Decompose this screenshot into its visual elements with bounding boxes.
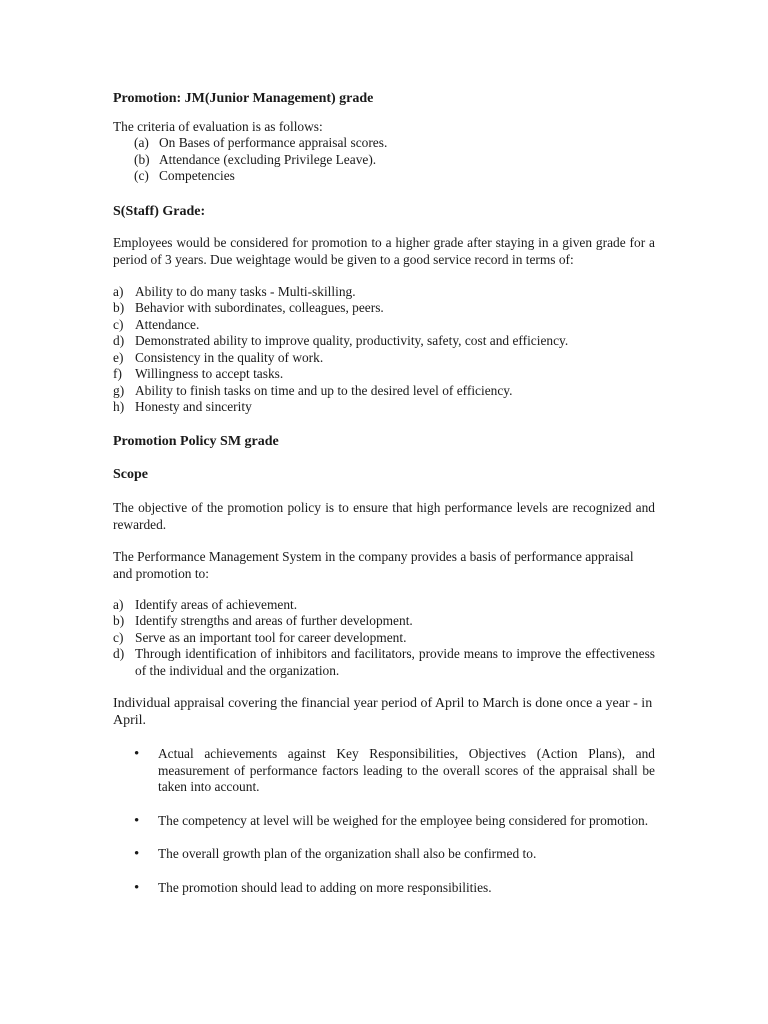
staff-criteria-item-marker: b) [113,300,125,315]
promotion-criteria-bullet-text: The promotion should lead to adding on more responsibilities. [158,879,492,895]
criteria-item-text: Competencies [159,168,235,183]
pms-intro-paragraph: The Performance Management System in the company provides a basis of performance appraisal and promotion to: [113,548,634,581]
pms-purpose-item [113,646,655,679]
staff-criteria-item-marker: e) [113,349,124,365]
criteria-item-marker: (a) [134,135,149,150]
criteria-item [113,168,655,185]
pms-purpose-item-marker: d) [113,646,125,661]
bullet-icon: • [134,879,140,896]
criteria-item-marker: (c) [134,168,149,183]
staff-criteria-item-marker: d) [113,333,125,348]
staff-criteria-item-text: Attendance. [135,316,200,332]
staff-criteria-item [113,317,655,334]
staff-criteria-item [113,284,655,301]
pms-purpose-item-marker: a) [113,596,124,612]
promotion-criteria-bullet [113,846,655,863]
jm-grade-heading: Promotion: JM(Junior Management) grade [113,91,374,106]
pms-purpose-item-marker: b) [113,613,125,628]
pms-purpose-item-text: Identify areas of achievement. [135,596,298,612]
staff-criteria-item-marker: h) [113,399,125,414]
staff-grade-heading: S(Staff) Grade: [113,203,206,219]
scope-heading: Scope [113,466,148,482]
promotion-criteria-bullet [113,880,655,897]
staff-criteria-item [113,300,655,317]
pms-purpose-list [113,597,655,680]
staff-criteria-item-marker: f) [113,366,122,381]
criteria-intro: The criteria of evaluation is as follows: [113,119,323,134]
pms-purpose-item-marker: c) [113,629,124,645]
staff-criteria-item [113,399,655,416]
staff-criteria-item-text: Behavior with subordinates, colleagues, peers. [135,300,384,315]
promotion-criteria-bullet-text: Actual achievements against Key Responsibilities, Objectives (Action Plans), and measurement of performance factors leading to the overall scores of the appraisal shall be taken into account. [158,746,655,794]
promotion-criteria-bullet-text: The competency at level will be weighed for the employee being considered for promotion. [158,812,649,828]
staff-criteria-item-text: Willingness to accept tasks. [135,366,284,381]
pms-purpose-item-text: Identify strengths and areas of further development. [135,613,413,628]
staff-criteria-list [113,284,655,416]
staff-criteria-item [113,366,655,383]
pms-purpose-item-text: Serve as an important tool for career development. [135,629,407,645]
pms-purpose-item-text: Through identification of inhibitors and facilitators, provide means to improve the effectiveness of the individual and the organization. [135,646,655,678]
staff-criteria-item-marker: c) [113,316,124,332]
document-page [113,90,655,913]
objective-paragraph: The objective of the promotion policy is to ensure that high performance levels are recognized and rewarded. [113,499,655,532]
promotion-criteria-bullet [113,746,655,796]
sm-grade-heading: Promotion Policy SM grade [113,433,279,449]
staff-criteria-item [113,350,655,367]
criteria-item-text: On Bases of performance appraisal scores. [159,135,388,150]
criteria-item-marker: (b) [134,151,150,167]
staff-criteria-item-text: Demonstrated ability to improve quality, productivity, safety, cost and efficiency. [135,333,569,348]
bullet-icon: • [134,746,140,762]
pms-purpose-item [113,597,655,614]
bullet-icon: • [134,846,140,862]
staff-grade-paragraph: Employees would be considered for promotion to a higher grade after staying in a given grade for a period of 3 years. Due weightage would be given to a good service record in terms of: [113,234,655,267]
promotion-criteria-bullet-text: The overall growth plan of the organization shall also be confirmed to. [158,846,537,861]
staff-criteria-item-text: Ability to do many tasks - Multi-skilling. [135,283,356,299]
staff-criteria-item-marker: a) [113,283,124,299]
staff-criteria-item-text: Consistency in the quality of work. [135,349,324,365]
pms-purpose-item [113,613,655,630]
criteria-item [113,152,655,169]
staff-criteria-item [113,383,655,400]
pms-purpose-item [113,630,655,647]
criteria-item-text: Attendance (excluding Privilege Leave). [159,151,377,167]
promotion-criteria-bullet [113,813,655,830]
staff-criteria-item-marker: g) [113,382,125,398]
bullet-icon: • [134,812,140,829]
appraisal-paragraph: Individual appraisal covering the financial year period of April to March is done once a year - in April. [113,696,653,728]
criteria-list [113,135,655,185]
criteria-item [113,135,655,152]
promotion-criteria-bullets [113,746,655,896]
staff-criteria-item-text: Ability to finish tasks on time and up to the desired level of efficiency. [135,382,513,398]
staff-criteria-item [113,333,655,350]
staff-criteria-item-text: Honesty and sincerity [135,399,252,414]
